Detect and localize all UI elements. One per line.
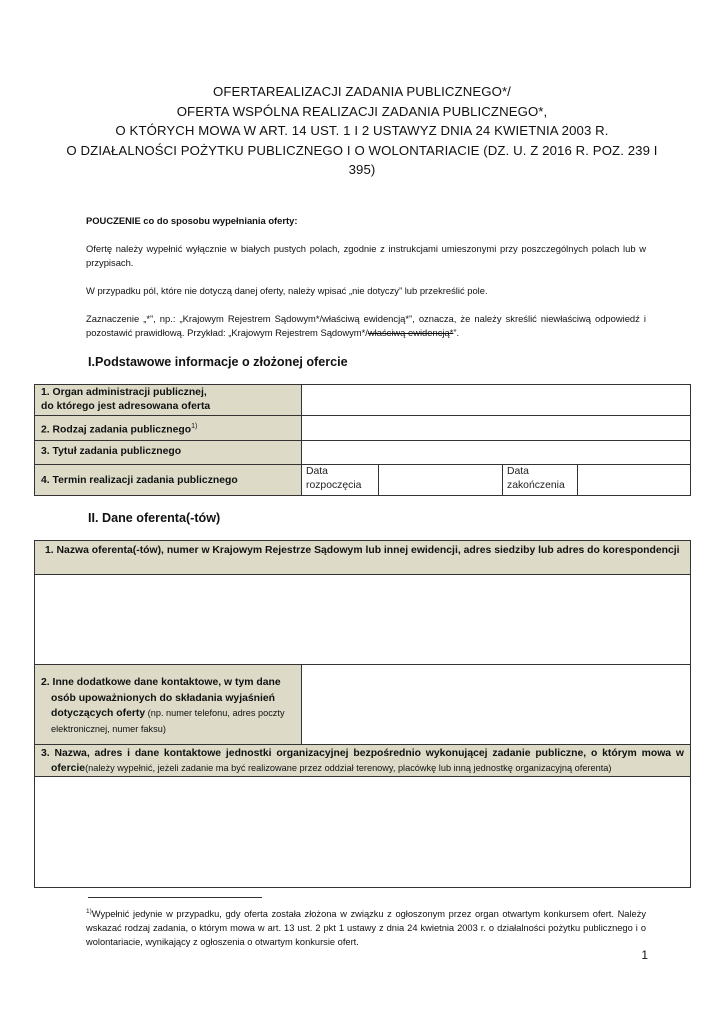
authority-input-field[interactable]	[302, 385, 691, 416]
label-cell	[35, 745, 691, 777]
title-line: 395)	[348, 162, 376, 178]
start-date-label	[302, 465, 379, 496]
offeror-data-table	[34, 540, 691, 888]
document-title	[60, 82, 664, 180]
field-label: 2. Rodzaj zadania publicznego	[41, 424, 192, 436]
footnote-marker: 1)	[191, 423, 198, 430]
instructions-paragraph: Ofertę należy wypełnić wyłącznie w białych pustych polach, zgodnie z instrukcjami umieszonymi przy poszczególnych polach lub w przypisach.	[86, 243, 646, 268]
end-date-input-field[interactable]	[578, 465, 691, 496]
instructions-text: ”.	[453, 327, 460, 338]
field-label: 1. Organ administracji publicznej,	[41, 387, 207, 398]
page-number: 1	[641, 948, 648, 962]
title-line: O DZIAŁALNOŚCI POŻYTKU PUBLICZNEGO I O WOLONTARIACIE (DZ. U. Z 2016 R. POZ. 239 I	[66, 142, 658, 158]
end-date-label-line: zakończenia	[507, 480, 565, 492]
label-cell	[35, 385, 302, 416]
title-line: OFERTA WSPÓLNA REALIZACJI ZADANIA PUBLICZNEGO*,	[176, 103, 548, 119]
task-title-input-field[interactable]	[302, 441, 691, 465]
basic-info-table	[34, 384, 691, 496]
end-date-label-line: Data	[507, 466, 529, 478]
instructions-paragraph: W przypadku pól, które nie dotyczą danej oferty, należy wpisać „nie dotyczy” lub przekreślić pole.	[86, 285, 488, 296]
organizational-unit-input-field[interactable]	[35, 777, 691, 888]
end-date-label	[503, 465, 578, 496]
field-label: 3. Tytuł zadania publicznego	[35, 441, 302, 465]
field-label: do którego jest adresowana oferta	[41, 401, 211, 412]
instructions-text: Zaznaczenie „*”, np.: „Krajowym Rejestrem Sądowym*/właściwą ewidencją*”, oznacza, że należy skreślić niewłaściwą odpowiedź i pozostawić prawidłową. Przykład: „Krajowym Rejestrem Sądowym*/	[86, 313, 646, 338]
section-heading: I.Podstawowe informacje o złożonej ofercie	[88, 355, 348, 369]
instructions-heading: POUCZENIE co do sposobu wypełniania oferty:	[86, 215, 298, 226]
field-label-text: 2. Inne dodatkowe dane kontaktowe, w tym dane osób upoważnionych do składania wyjaśnień dotyczących oferty	[41, 677, 281, 719]
title-line: OFERTAREALIZACJI ZADANIA PUBLICZNEGO*/	[213, 84, 511, 99]
label-cell	[35, 665, 302, 745]
field-hint: (należy wypełnić, jeżeli zadanie ma być realizowane przez oddział terenowy, placówkę lub inną jednostkę organizacyjną oferenta)	[85, 763, 612, 773]
contact-details-input-field[interactable]	[302, 665, 691, 745]
footnote-text: Wypełnić jedynie w przypadku, gdy oferta została złożona w związku z ogłoszonym przez organ otwartym konkursem ofert. Należy wskazać rodzaj zadania, o którym mowa w art. 13 ust. 2 pkt 1 ustawy z dnia 24 kwietnia 2003 r. o działalności pożytku publicznego i o wolontariacie, wynikający z ogłoszenia o otwartym konkursie ofert.	[86, 909, 646, 948]
start-date-label-line: rozpoczęcia	[306, 480, 362, 492]
strikethrough-example: właściwą ewidencją*	[367, 327, 454, 338]
field-label-text: 3. Nazwa, adres i dane kontaktowe jednostki organizacyjnej bezpośrednio wykonującej zadanie publiczne, o którym mowa w ofercie	[41, 748, 684, 774]
instructions-paragraph	[86, 312, 646, 340]
footnote-separator	[88, 897, 262, 898]
title-line: O KTÓRYCH MOWA W ART. 14 UST. 1 I 2 USTAWYZ DNIA 24 KWIETNIA 2003 R.	[115, 123, 609, 139]
start-date-label-line: Data	[306, 466, 328, 478]
field-label	[41, 675, 295, 737]
label-cell	[35, 416, 302, 441]
section-heading: II. Dane oferenta(-tów)	[88, 511, 221, 525]
field-hint: (np. numer telefonu, adres poczty elektronicznej, numer faksu)	[51, 708, 285, 734]
offeror-name-input-field[interactable]	[35, 575, 691, 665]
footnote-marker: 1)	[86, 908, 92, 915]
task-type-input-field[interactable]	[302, 416, 691, 441]
field-label: 1. Nazwa oferenta(-tów), numer w Krajowym Rejestrze Sądowym lub innej ewidencji, adres siedziby lub adres do korespondencji	[35, 541, 691, 575]
footnote	[86, 905, 646, 949]
start-date-input-field[interactable]	[379, 465, 503, 496]
field-label: 4. Termin realizacji zadania publicznego	[35, 465, 302, 496]
